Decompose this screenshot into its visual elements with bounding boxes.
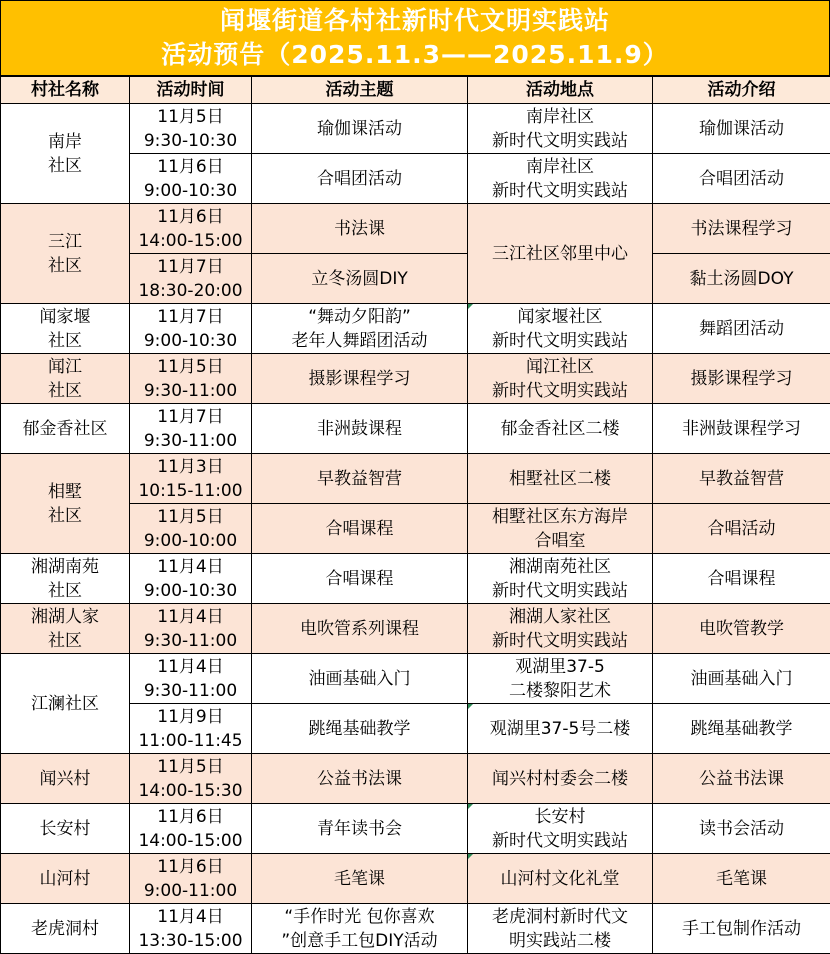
activity-place-cell: 老虎洞村新时代文 明实践站二楼 [468,904,653,954]
activity-intro-cell: 油画基础入门 [653,654,830,704]
activity-time-cell: 11月5日 9:30-11:00 [130,354,252,404]
activity-time-cell: 11月9日 11:00-11:45 [130,704,252,754]
table-row [1,854,830,904]
table-body [1,104,830,954]
community-name-cell: 湘湖南苑 社区 [1,554,130,604]
table-row [1,754,830,804]
activity-theme-cell: 合唱课程 [252,554,468,604]
activity-theme-cell: 青年读书会 [252,804,468,854]
activity-place-cell: 南岸社区 新时代文明实践站 [468,104,653,154]
activity-time-cell: 11月5日 9:30-10:30 [130,104,252,154]
community-name-cell: 闻家堰 社区 [1,304,130,354]
table-row [1,604,830,654]
community-name-cell: 山河村 [1,854,130,904]
activity-theme-cell: 跳绳基础教学 [252,704,468,754]
activity-place-cell: 观湖里37-5号二楼 [468,704,653,754]
table-row [1,554,830,604]
title-banner [0,0,830,76]
title-line-1: 闻堰街道各村社新时代文明实践站 [220,4,610,38]
table-row [1,304,830,354]
community-name-cell: 三江 社区 [1,204,130,304]
activity-theme-cell: 瑜伽课活动 [252,104,468,154]
activity-intro-cell: 电吹管教学 [653,604,830,654]
activity-place-cell: 闻江社区 新时代文明实践站 [468,354,653,404]
community-name-cell: 江澜社区 [1,654,130,754]
activity-intro-cell: 读书会活动 [653,804,830,854]
activity-time-cell: 11月6日 14:00-15:00 [130,204,252,254]
activity-place-cell: 相墅社区二楼 [468,454,653,504]
activity-place-cell: 观湖里37-5 二楼黎阳艺术 [468,654,653,704]
activity-time-cell: 11月4日 9:00-10:30 [130,554,252,604]
activity-theme-cell: 电吹管系列课程 [252,604,468,654]
header-place: 活动地点 [468,77,653,104]
activity-time-cell: 11月5日 14:00-15:30 [130,754,252,804]
activity-theme-cell: 书法课 [252,204,468,254]
table-row [1,654,830,704]
community-name-cell: 南岸 社区 [1,104,130,204]
activity-intro-cell: 舞蹈团活动 [653,304,830,354]
activity-theme-cell: “舞动夕阳韵” 老年人舞蹈团活动 [252,304,468,354]
activity-theme-cell: “手作时光 包你喜欢 ”创意手工包DIY活动 [252,904,468,954]
activity-intro-cell: 早教益智营 [653,454,830,504]
community-name-cell: 闻江 社区 [1,354,130,404]
activity-intro-cell: 合唱活动 [653,504,830,554]
activity-place-cell: 郁金香社区二楼 [468,404,653,454]
activity-theme-cell: 公益书法课 [252,754,468,804]
community-name-cell: 长安村 [1,804,130,854]
activity-time-cell: 11月7日 9:30-11:00 [130,404,252,454]
activity-intro-cell: 合唱团活动 [653,154,830,204]
activity-theme-cell: 立冬汤圆DIY [252,254,468,304]
community-name-cell: 相墅 社区 [1,454,130,554]
activity-intro-cell: 公益书法课 [653,754,830,804]
activity-intro-cell: 摄影课程学习 [653,354,830,404]
activity-theme-cell: 早教益智营 [252,454,468,504]
activity-place-cell: 相墅社区东方海岸 合唱室 [468,504,653,554]
activity-place-cell: 湘湖南苑社区 新时代文明实践站 [468,554,653,604]
header-theme: 活动主题 [252,77,468,104]
community-name-cell: 闻兴村 [1,754,130,804]
activity-theme-cell: 合唱团活动 [252,154,468,204]
community-name-cell: 老虎洞村 [1,904,130,954]
activity-time-cell: 11月7日 18:30-20:00 [130,254,252,304]
activity-table [0,76,830,954]
activity-intro-cell: 非洲鼓课程学习 [653,404,830,454]
header-community: 村社名称 [1,77,130,104]
activity-time-cell: 11月3日 10:15-11:00 [130,454,252,504]
activity-intro-cell: 瑜伽课活动 [653,104,830,154]
header-time: 活动时间 [130,77,252,104]
activity-place-cell: 闻家堰社区 新时代文明实践站 [468,304,653,354]
activity-intro-cell: 手工包制作活动 [653,904,830,954]
table-row [1,404,830,454]
activity-theme-cell: 合唱课程 [252,504,468,554]
activity-time-cell: 11月7日 9:00-10:30 [130,304,252,354]
activity-place-cell: 三江社区邻里中心 [468,204,653,304]
activity-time-cell: 11月4日 9:30-11:00 [130,654,252,704]
activity-place-cell: 湘湖人家社区 新时代文明实践站 [468,604,653,654]
activity-theme-cell: 油画基础入门 [252,654,468,704]
title-line-2: 活动预告（2025.11.3——2025.11.9） [161,38,669,72]
community-name-cell: 湘湖人家 社区 [1,604,130,654]
activity-time-cell: 11月6日 14:00-15:00 [130,804,252,854]
table-row [1,354,830,404]
community-name-cell: 郁金香社区 [1,404,130,454]
table-row [1,454,830,504]
activity-time-cell: 11月6日 9:00-11:00 [130,854,252,904]
header-row [1,77,830,104]
header-intro: 活动介绍 [653,77,830,104]
activity-place-cell: 山河村文化礼堂 [468,854,653,904]
table-row [1,904,830,954]
activity-place-cell: 长安村 新时代文明实践站 [468,804,653,854]
activity-intro-cell: 毛笔课 [653,854,830,904]
table-row [1,804,830,854]
activity-intro-cell: 黏土汤圆DOY [653,254,830,304]
activity-time-cell: 11月5日 9:00-10:00 [130,504,252,554]
activity-place-cell: 闻兴村村委会二楼 [468,754,653,804]
activity-theme-cell: 摄影课程学习 [252,354,468,404]
activity-time-cell: 11月4日 9:30-11:00 [130,604,252,654]
activity-intro-cell: 书法课程学习 [653,204,830,254]
activity-place-cell: 南岸社区 新时代文明实践站 [468,154,653,204]
activity-intro-cell: 合唱课程 [653,554,830,604]
table-row [1,104,830,154]
activity-intro-cell: 跳绳基础教学 [653,704,830,754]
activity-time-cell: 11月4日 13:30-15:00 [130,904,252,954]
activity-time-cell: 11月6日 9:00-10:30 [130,154,252,204]
activity-theme-cell: 毛笔课 [252,854,468,904]
table-row [1,204,830,254]
activity-theme-cell: 非洲鼓课程 [252,404,468,454]
